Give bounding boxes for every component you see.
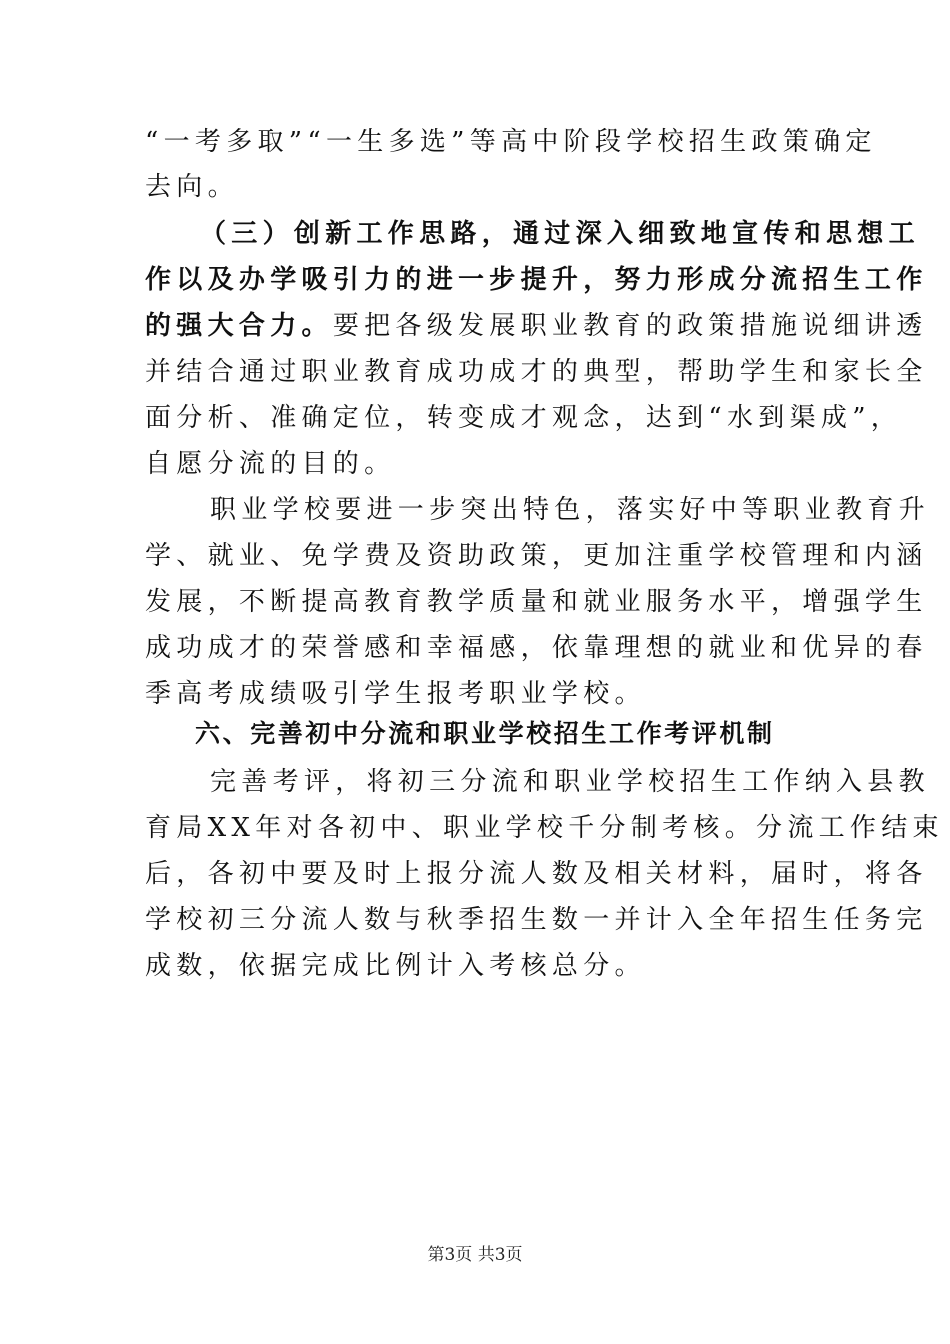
- section-heading: 六、完善初中分流和职业学校招生工作考评机制: [195, 719, 775, 748]
- bold-paragraph-line: 作以及办学吸引力的进一步提升，努力形成分流招生工作: [145, 265, 928, 295]
- paragraph-line: 去向。: [145, 172, 239, 202]
- paragraph-line: 面分析、准确定位，转变成才观念，达到“水到渠成”，: [145, 403, 903, 433]
- paragraph-line: 职业学校要进一步突出特色，落实好中等职业教育升: [210, 495, 930, 525]
- paragraph-line: 并结合通过职业教育成功成才的典型，帮助学生和家长全: [145, 357, 928, 387]
- bold-lead-text: 的强大合力。: [145, 311, 333, 341]
- page-number-footer: 第3页 共3页: [427, 1245, 523, 1265]
- paragraph-line: 育局XX年对各初中、职业学校千分制考核。分流工作结束: [145, 813, 944, 843]
- regular-text: 要把各级发展职业教育的政策措施说细讲透: [332, 311, 928, 341]
- paragraph-line: 发展，不断提高教育教学质量和就业服务水平，增强学生: [145, 587, 928, 617]
- paragraph-line: 学、就业、免学费及资助政策，更加注重学校管理和内涵: [145, 541, 928, 571]
- paragraph-line: 学校初三分流人数与秋季招生数一并计入全年招生任务完: [145, 905, 928, 935]
- paragraph-line: “一考多取”“一生多选”等高中阶段学校招生政策确定: [145, 127, 877, 157]
- bold-paragraph-line: （三）创新工作思路，通过深入细致地宣传和思想工: [200, 219, 920, 249]
- mixed-paragraph-line: [145, 304, 928, 348]
- paragraph-line: 自愿分流的目的。: [145, 449, 396, 479]
- paragraph-line: 成功成才的荣誉感和幸福感，依靠理想的就业和优异的春: [145, 633, 928, 663]
- paragraph-line: 后，各初中要及时上报分流人数及相关材料，届时，将各: [145, 859, 928, 889]
- paragraph-line: 季高考成绩吸引学生报考职业学校。: [145, 679, 646, 709]
- paragraph-line: 成数，依据完成比例计入考核总分。: [145, 951, 646, 981]
- paragraph-line: 完善考评，将初三分流和职业学校招生工作纳入县教: [210, 767, 930, 797]
